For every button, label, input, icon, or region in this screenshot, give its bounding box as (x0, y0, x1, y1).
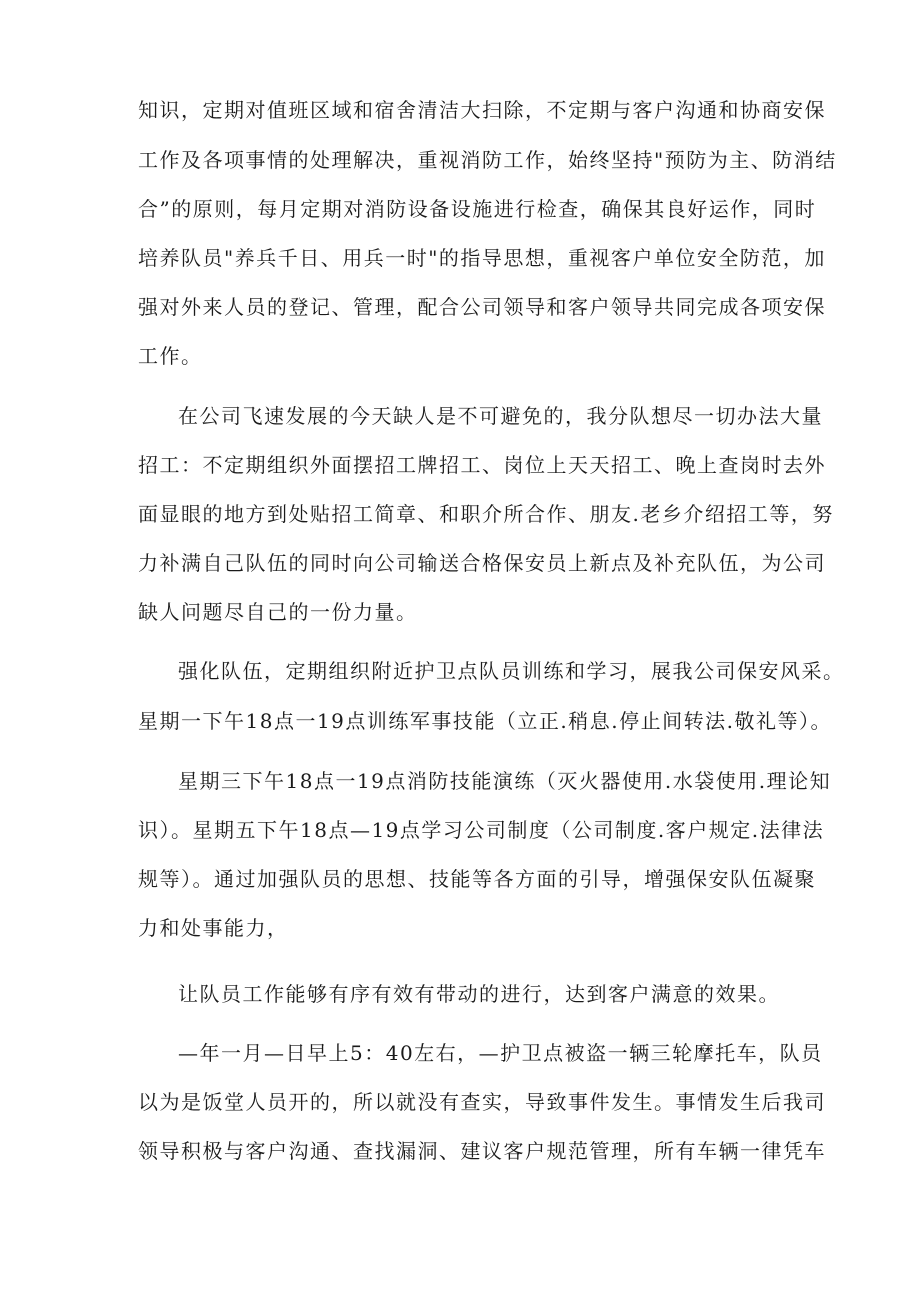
text-line: 在公司飞速发展的今天缺人是不可避免的，我分队想尽一切办法大量 (178, 404, 823, 428)
text-line: 招工：不定期组织外面摆招工牌招工、岗位上天天招工、晚上查岗时去外 (138, 453, 826, 477)
text-line: 强化队伍，定期组织附近护卫点队员训练和学习，展我公司保安风采。 (178, 659, 845, 683)
text-line: 力补满自己队伍的同时向公司输送合格保安员上新点及补充队伍，为公司 (138, 551, 826, 575)
text-line: 领导积极与客户沟通、查找漏洞、建议客户规范管理，所有车辆一律凭车 (138, 1139, 826, 1163)
text-line: 工作及各项事情的处理解决，重视消防工作，始终坚持"预防为主、防消结 (138, 148, 837, 172)
text-line: 工作。 (138, 344, 203, 368)
text-line: 强对外来人员的登记、管理，配合公司领导和客户领导共同完成各项安保 (138, 295, 826, 319)
text-line: 让队员工作能够有序有效有带动的进行，达到客户满意的效果。 (178, 982, 780, 1006)
text-line: 合”的原则，每月定期对消防设备设施进行检查，确保其良好运作，同时 (138, 197, 817, 221)
text-line: 以为是饭堂人员开的，所以就没有查实，导致事件发生。事情发生后我司 (138, 1090, 826, 1114)
text-line: 星期三下午18点一19点消防技能演练（灭火器使用.水袋使用.理论知 (178, 769, 832, 793)
text-line: 规等）。通过加强队员的思想、技能等各方面的引导，增强保安队伍凝聚 (138, 867, 816, 891)
text-line: 知识，定期对值班区域和宿舍清洁大扫除，不定期与客户沟通和协商安保 (138, 98, 826, 122)
text-line: 识）。星期五下午18点—19点学习公司制度（公司制度.客户规定.法律法 (138, 818, 825, 842)
text-line: 面显眼的地方到处贴招工简章、和职介所合作、朋友.老乡介绍招工等，努 (138, 502, 834, 526)
text-line: —年一月—日早上5：40左右，—护卫点被盗一辆三轮摩托车，队员 (178, 1041, 823, 1065)
text-line: 培养队员"养兵千日、用兵一时"的指导思想，重视客户单位安全防范，加 (138, 246, 826, 270)
text-line: 缺人问题尽自己的一份力量。 (138, 600, 418, 624)
text-line: 力和处事能力， (138, 916, 289, 940)
text-line: 星期一下午18点一19点训练军事技能（立正.稍息.停止间转法.敬礼等）。 (138, 709, 832, 733)
